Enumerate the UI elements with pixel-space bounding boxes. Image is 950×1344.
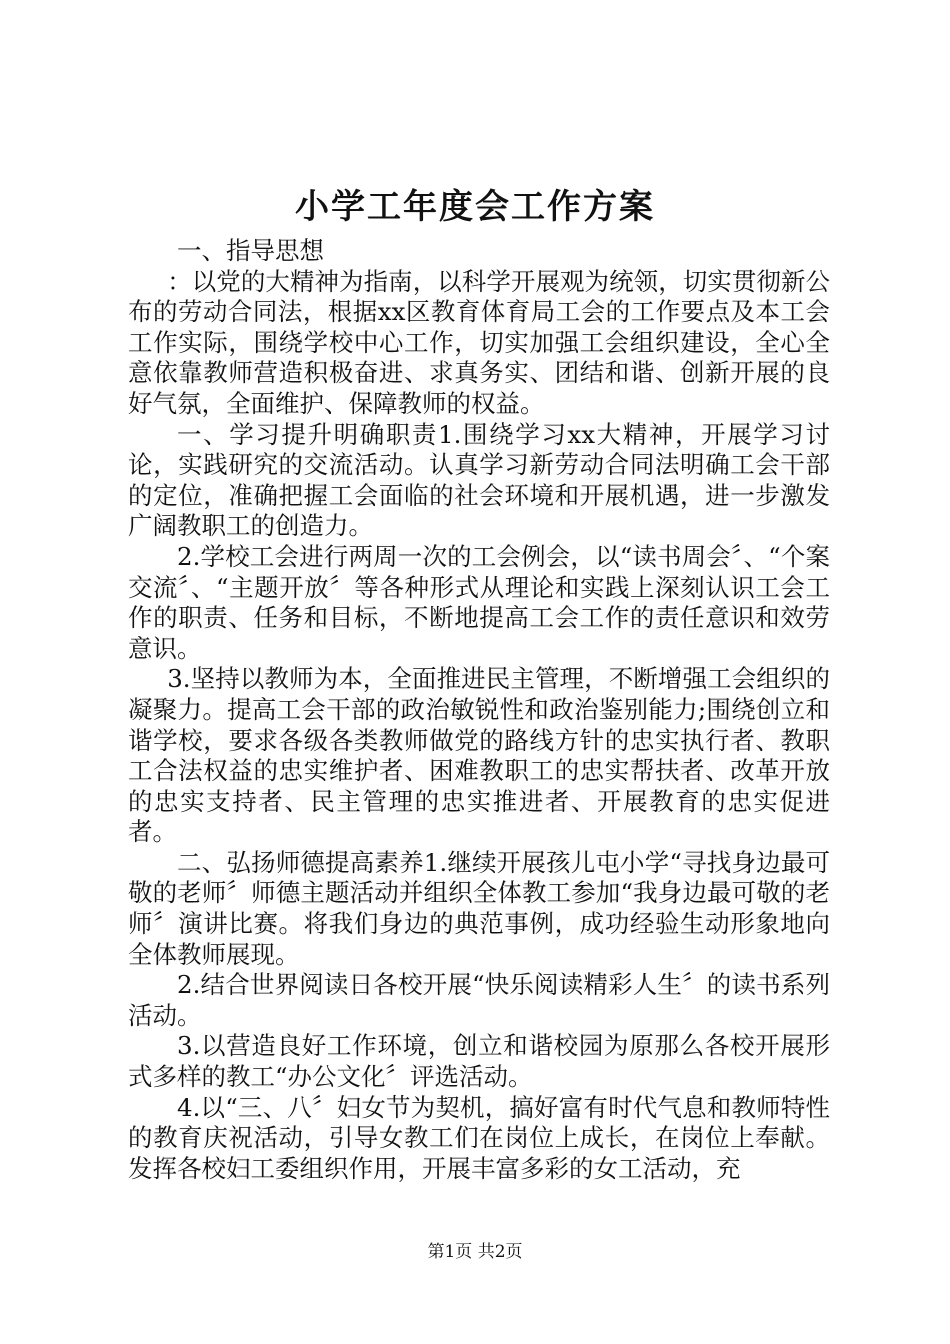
paragraph-office-culture: 3.以营造良好工作环境，创立和谐校园为原那么各校开展形式多样的教工“办公文化〞评选活动。 — [128, 1031, 830, 1092]
document-title: 小学工年度会工作方案 — [295, 187, 655, 227]
paragraph-reading-activity: 2.结合世界阅读日各校开展“快乐阅读精彩人生〞的读书系列活动。 — [128, 970, 830, 1030]
paragraph-learning-duties: 一、学习提升明确职责1.围绕学习xx大精神，开展学习讨论，实践研究的交流活动。认真学习新劳动合同法明确工会干部的定位，准确把握工会面临的社会环境和开展机遇，进一步激发广阔教职工的创造力。 — [128, 419, 830, 541]
document-body — [128, 236, 830, 1184]
paragraph-teacher-centered: 3.坚持以教师为本，全面推进民主管理，不断增强工会组织的凝聚力。提高工会干部的政治敏锐性和政治鉴别能力;围绕创立和谐学校，要求各级各类教师做党的路线方针的忠实执行者、教职工合法权益的忠实维护者、困难教职工的忠实帮扶者、改革开放的忠实支持者、民主管理的忠实推进者、开展教育的忠实促进者。 — [128, 664, 830, 847]
paragraph-union-meetings: 2.学校工会进行两周一次的工会例会，以“读书周会〞、“个案交流〞、“主题开放〞等各种形式从理论和实践上深刻认识工会工作的职责、任务和目标，不断地提高工会工作的责任意识和效劳意识。 — [128, 541, 830, 663]
section-heading-guiding-ideology: 一、指导思想 — [177, 236, 324, 265]
paragraph-guiding-ideology: ：以党的大精神为指南，以科学开展观为统领，切实贯彻新公布的劳动合同法，根据xx区教育体育局工会的工作要点及本工会工作实际，围绕学校中心工作，切实加强工会组织建设，全心全意依靠教师营造积极奋进、求真务实、团结和谐、创新开展的良好气氛，全面维护、保障教师的权益。 — [128, 266, 830, 418]
paragraph-womens-day: 4.以“三、八〞妇女节为契机，搞好富有时代气息和教师特性的教育庆祝活动，引导女教工们在岗位上成长，在岗位上奉献。发挥各校妇工委组织作用，开展丰富多彩的女工活动，充 — [128, 1092, 830, 1183]
paragraph-teacher-ethics: 二、弘扬师德提高素养1.继续开展孩儿屯小学“寻找身边最可敬的老师〞师德主题活动并组织全体教工参加“我身边最可敬的老师〞演讲比赛。将我们身边的典范事例，成功经验生动形象地向全体教师展现。 — [128, 847, 830, 969]
page-footer: 第1页 共2页 — [427, 1242, 523, 1262]
